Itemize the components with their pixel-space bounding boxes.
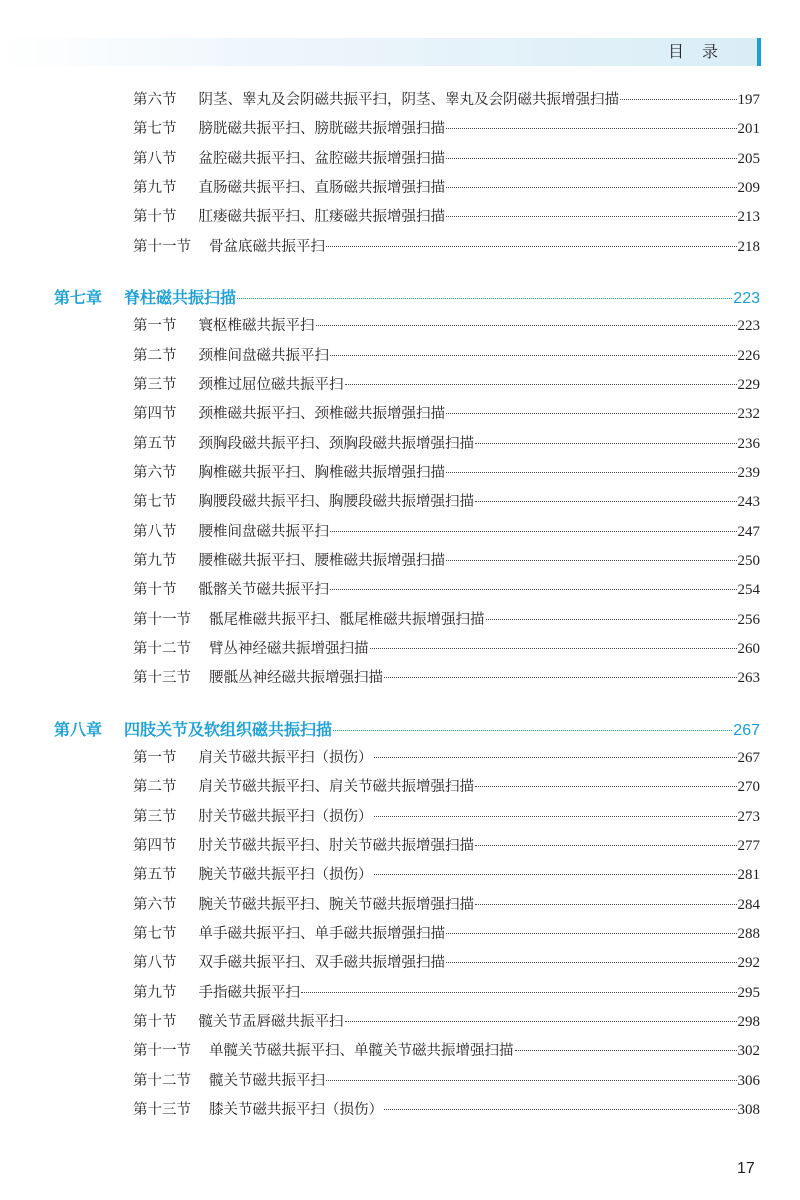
- toc-entry-page: 298: [737, 1013, 760, 1030]
- toc-leader-dots: [446, 128, 737, 129]
- header-band: [0, 38, 760, 66]
- toc-section-entry: [133, 951, 760, 973]
- toc-entry-page: 250: [737, 552, 760, 569]
- toc-entry-number: 第七节: [133, 494, 177, 511]
- toc-section-entry: [133, 893, 760, 915]
- toc-entry-number: 第八章: [54, 719, 103, 739]
- toc-entry-number: 第二节: [133, 779, 177, 796]
- toc-leader-dots: [475, 786, 737, 787]
- toc-leader-dots: [620, 99, 737, 100]
- toc-entry-page: 273: [737, 808, 760, 825]
- toc-entry-title: 双手磁共振平扫、双手磁共振增强扫描: [198, 955, 445, 972]
- toc-leader-dots: [384, 677, 737, 678]
- toc-entry-title: 胸椎磁共振平扫、胸椎磁共振增强扫描: [198, 464, 445, 481]
- toc-leader-dots: [446, 472, 737, 473]
- toc-leader-dots: [374, 757, 737, 758]
- toc-entry-number: 第七节: [133, 121, 177, 138]
- toc-entry-number: 第五节: [133, 435, 177, 452]
- toc-entry-page: 239: [737, 464, 760, 481]
- toc-entry-number: 第十三节: [133, 670, 191, 687]
- toc-leader-dots: [486, 619, 737, 620]
- toc-section-entry: [133, 922, 760, 944]
- toc-entry-number: 第十一节: [133, 1043, 191, 1060]
- toc-entry-page: 209: [737, 179, 760, 196]
- toc-section-entry: [133, 314, 760, 336]
- toc-entry-page: 277: [737, 837, 760, 854]
- toc-section-entry: [133, 373, 760, 395]
- toc-section-entry: [133, 461, 760, 483]
- toc-entry-title: 四肢关节及软组织磁共振扫描: [124, 719, 333, 739]
- toc-section-entry: [133, 402, 760, 424]
- toc-entry-page: 288: [737, 925, 760, 942]
- toc-entry-page: 284: [737, 896, 760, 913]
- toc-entry-page: 281: [737, 867, 760, 884]
- toc-entry-number: 第三节: [133, 376, 177, 393]
- toc-entry-page: 226: [737, 347, 760, 364]
- toc-leader-dots: [326, 246, 737, 247]
- toc-entry-page: 236: [737, 435, 760, 452]
- toc-entry-page: 306: [737, 1072, 760, 1089]
- toc-leader-dots: [475, 443, 737, 444]
- toc-entry-page: 295: [737, 984, 760, 1001]
- toc-section-entry: [133, 1039, 760, 1061]
- toc-entry-title: 肩关节磁共振平扫（损伤）: [198, 749, 373, 766]
- toc-leader-dots: [301, 992, 737, 993]
- toc-section-entry: [133, 147, 760, 169]
- toc-leader-dots: [475, 904, 737, 905]
- toc-section-entry: [133, 863, 760, 885]
- toc-entry-page: 302: [737, 1043, 760, 1060]
- toc-entry-number: 第四节: [133, 837, 177, 854]
- toc-entry-title: 髋关节磁共振平扫: [209, 1072, 325, 1089]
- toc-chapter-entry: [54, 285, 760, 307]
- toc-entry-title: 颈胸段磁共振平扫、颈胸段磁共振增强扫描: [198, 435, 474, 452]
- toc-entry-page: 243: [737, 494, 760, 511]
- toc-entry-number: 第三节: [133, 808, 177, 825]
- toc-leader-dots: [345, 384, 737, 385]
- toc-entry-title: 阴茎、睾丸及会阴磁共振平扫，阴茎、睾丸及会阴磁共振增强扫描: [198, 92, 619, 108]
- toc-section-entry: [133, 432, 760, 454]
- toc-entry-title: 颈椎过屈位磁共振平扫: [198, 376, 344, 393]
- toc-section-entry: [133, 1010, 760, 1032]
- toc-entry-title: 手指磁共振平扫: [198, 984, 300, 1001]
- toc-chapter-entry: [54, 717, 760, 739]
- toc-entry-title: 盆腔磁共振平扫、盆腔磁共振增强扫描: [198, 150, 445, 167]
- toc-entry-title: 寰枢椎磁共振平扫: [198, 318, 315, 335]
- toc-entry-title: 骶尾椎磁共振平扫、骶尾椎磁共振增强扫描: [209, 611, 485, 628]
- toc-section-entry: [133, 1069, 760, 1091]
- toc-entry-number: 第九节: [133, 984, 177, 1001]
- toc-entry-number: 第十二节: [133, 1072, 191, 1089]
- toc-leader-dots: [345, 1021, 737, 1022]
- page-number: 17: [737, 1160, 755, 1177]
- toc-leader-dots: [515, 1050, 737, 1051]
- toc-entry-number: 第十二节: [133, 640, 191, 657]
- toc-entry-title: 直肠磁共振平扫、直肠磁共振增强扫描: [198, 179, 445, 196]
- toc-section-entry: [133, 88, 760, 110]
- toc-entry-number: 第九节: [133, 179, 177, 196]
- toc-section-entry: [133, 608, 760, 630]
- toc-entry-title: 肘关节磁共振平扫（损伤）: [198, 808, 373, 825]
- toc-entry-number: 第九节: [133, 552, 177, 569]
- toc-leader-dots: [475, 501, 737, 502]
- toc-leader-dots: [446, 158, 737, 159]
- toc-leader-dots: [446, 560, 737, 561]
- toc-section-entry: [133, 1098, 760, 1120]
- toc-leader-dots: [330, 589, 737, 590]
- toc-entry-number: 第二节: [133, 347, 177, 364]
- toc-entry-page: 213: [737, 209, 760, 226]
- toc-section-entry: [133, 205, 760, 227]
- toc-section-entry: [133, 834, 760, 856]
- toc-leader-dots: [330, 531, 737, 532]
- toc-entry-page: 308: [737, 1101, 760, 1118]
- toc-entry-number: 第十一节: [133, 611, 191, 628]
- toc-entry-title: 骶髂关节磁共振平扫: [198, 582, 329, 599]
- toc-entry-number: 第八节: [133, 955, 177, 972]
- toc-entry-page: 232: [737, 406, 760, 423]
- toc-entry-title: 膀胱磁共振平扫、膀胱磁共振增强扫描: [198, 121, 445, 138]
- toc-entry-title: 脊柱磁共振扫描: [124, 287, 237, 307]
- toc-leader-dots: [316, 325, 737, 326]
- toc-entry-title: 肘关节磁共振平扫、肘关节磁共振增强扫描: [198, 837, 474, 854]
- toc-entry-page: 201: [737, 121, 760, 138]
- toc-entry-number: 第十三节: [133, 1101, 191, 1118]
- toc-leader-dots: [446, 216, 737, 217]
- toc-entry-page: 256: [737, 611, 760, 628]
- toc-entry-number: 第六节: [133, 464, 177, 481]
- header-accent-bar: [757, 38, 761, 66]
- toc-entry-page: 229: [737, 376, 760, 393]
- toc-leader-dots: [446, 962, 737, 963]
- toc-entry-number: 第六节: [133, 896, 177, 913]
- toc-entry-title: 骨盆底磁共振平扫: [209, 238, 325, 255]
- toc-section-entry: [133, 549, 760, 571]
- toc-entry-page: 260: [737, 640, 760, 657]
- toc-section-entry: [133, 117, 760, 139]
- toc-entry-page: 270: [737, 779, 760, 796]
- toc-entry-number: 第七节: [133, 925, 177, 942]
- toc-entry-number: 第十一节: [133, 238, 191, 255]
- toc-entry-title: 腰骶丛神经磁共振增强扫描: [209, 670, 383, 687]
- toc-entry-title: 颈椎间盘磁共振平扫: [198, 347, 329, 364]
- toc-entry-page: 267: [737, 749, 760, 766]
- toc-entry-number: 第八节: [133, 523, 177, 540]
- toc-entry-page: 247: [737, 523, 760, 540]
- toc-entry-page: 254: [737, 582, 760, 599]
- toc-section-entry: [133, 176, 760, 198]
- toc-section-entry: [133, 578, 760, 600]
- toc-leader-dots: [333, 730, 732, 731]
- toc-entry-number: 第六节: [133, 92, 177, 108]
- toc-section-entry: [133, 805, 760, 827]
- toc-entry-title: 肩关节磁共振平扫、肩关节磁共振增强扫描: [198, 779, 474, 796]
- toc-section-entry: [133, 746, 760, 768]
- toc-section-entry: [133, 520, 760, 542]
- toc-entry-title: 腕关节磁共振平扫（损伤）: [198, 867, 373, 884]
- toc-entry-page: 263: [737, 670, 760, 687]
- toc-leader-dots: [370, 648, 737, 649]
- toc-section-entry: [133, 235, 760, 257]
- toc-entry-number: 第八节: [133, 150, 177, 167]
- toc-leader-dots: [446, 413, 737, 414]
- toc-entry-title: 颈椎磁共振平扫、颈椎磁共振增强扫描: [198, 406, 445, 423]
- toc-leader-dots: [446, 933, 737, 934]
- toc-section-entry: [133, 981, 760, 1003]
- toc-entry-title: 腰椎磁共振平扫、腰椎磁共振增强扫描: [198, 552, 445, 569]
- toc-leader-dots: [326, 1080, 737, 1081]
- toc-entry-page: 218: [737, 238, 760, 255]
- toc-entry-number: 第四节: [133, 406, 177, 423]
- page-header-title: 目录: [668, 42, 737, 61]
- toc-entry-number: 第七章: [54, 287, 103, 307]
- toc-entry-page: 292: [737, 955, 760, 972]
- toc-entry-page: 223: [737, 318, 760, 335]
- toc-section-entry: [133, 344, 760, 366]
- toc-leader-dots: [384, 1109, 737, 1110]
- toc-entry-title: 肛瘘磁共振平扫、肛瘘磁共振增强扫描: [198, 209, 445, 226]
- toc-entry-title: 臂丛神经磁共振增强扫描: [209, 640, 369, 657]
- toc-section-entry: [133, 775, 760, 797]
- toc-leader-dots: [374, 874, 737, 875]
- toc-entry-title: 髋关节盂唇磁共振平扫: [198, 1013, 344, 1030]
- toc-entry-number: 第十节: [133, 209, 177, 226]
- toc-entry-page: 267: [733, 721, 760, 739]
- toc-entry-number: 第一节: [133, 318, 177, 335]
- toc-entry-page: 223: [733, 289, 760, 307]
- toc-entry-number: 第十节: [133, 582, 177, 599]
- toc-entry-title: 胸腰段磁共振平扫、胸腰段磁共振增强扫描: [198, 494, 474, 511]
- toc-entry-title: 单手磁共振平扫、单手磁共振增强扫描: [198, 925, 445, 942]
- toc-section-entry: [133, 666, 760, 688]
- toc-leader-dots: [237, 298, 732, 299]
- toc-entry-number: 第一节: [133, 749, 177, 766]
- toc-entry-number: 第十节: [133, 1013, 177, 1030]
- toc-section-entry: [133, 490, 760, 512]
- toc-section-entry: [133, 637, 760, 659]
- toc-entry-page: 205: [737, 150, 760, 167]
- toc-leader-dots: [475, 845, 737, 846]
- toc-entry-title: 单髋关节磁共振平扫、单髋关节磁共振增强扫描: [209, 1043, 514, 1060]
- toc-entry-page: 197: [737, 92, 760, 108]
- toc-entry-number: 第五节: [133, 867, 177, 884]
- toc-leader-dots: [446, 187, 737, 188]
- toc-entry-title: 腰椎间盘磁共振平扫: [198, 523, 329, 540]
- toc-leader-dots: [330, 355, 737, 356]
- toc-entry-title: 膝关节磁共振平扫（损伤）: [209, 1101, 383, 1118]
- toc-leader-dots: [374, 816, 737, 817]
- toc-entry-title: 腕关节磁共振平扫、腕关节磁共振增强扫描: [198, 896, 474, 913]
